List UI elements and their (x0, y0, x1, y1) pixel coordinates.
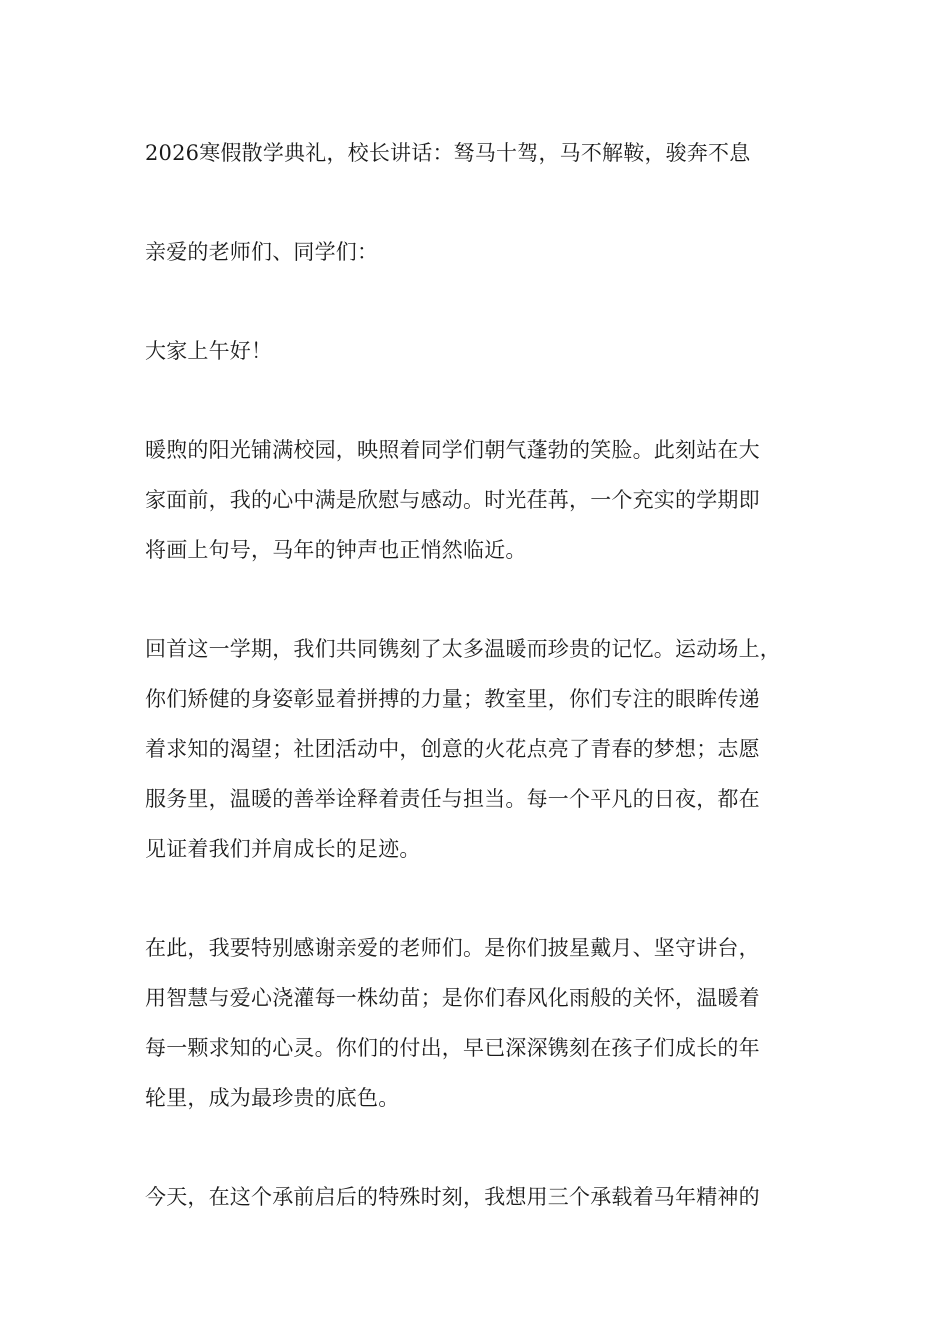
paragraph-1 (145, 425, 825, 575)
paragraph-line: 轮里，成为最珍贵的底色。 (145, 1086, 400, 1110)
paragraph-line: 在此，我要特别感谢亲爱的老师们。是你们披星戴月、坚守讲台， (145, 936, 760, 960)
paragraph-line: 每一颗求知的心灵。你们的付出，早已深深镌刻在孩子们成长的年 (145, 1036, 760, 1060)
paragraph-line: 家面前，我的心中满是欣慰与感动。时光荏苒，一个充实的学期即 (145, 488, 760, 512)
paragraph-line: 回首这一学期，我们共同镌刻了太多温暖而珍贵的记忆。运动场上， (145, 637, 781, 661)
paragraph-3 (145, 923, 825, 1123)
paragraph-line: 服务里，温暖的善举诠释着责任与担当。每一个平凡的日夜，都在 (145, 787, 760, 811)
paragraph-2 (145, 624, 825, 874)
paragraph-line: 将画上句号，马年的钟声也正悄然临近。 (145, 538, 527, 562)
greeting: 大家上午好！ (145, 339, 273, 363)
paragraph-line: 暖煦的阳光铺满校园，映照着同学们朝气蓬勃的笑脸。此刻站在大 (145, 438, 760, 462)
paragraph-line: 用智慧与爱心浇灌每一株幼苗；是你们春风化雨般的关怀，温暖着 (145, 986, 760, 1010)
paragraph-line: 见证着我们并肩成长的足迹。 (145, 837, 421, 861)
salutation: 亲爱的老师们、同学们： (145, 240, 379, 264)
paragraph-line: 你们矫健的身姿彰显着拼搏的力量；教室里，你们专注的眼眸传递 (145, 687, 760, 711)
document-title: 2026寒假散学典礼，校长讲话：驽马十驾，马不解鞍，骏奔不息 (145, 141, 751, 165)
paragraph-4 (145, 1172, 825, 1222)
paragraph-line: 着求知的渴望；社团活动中，创意的火花点亮了青春的梦想；志愿 (145, 737, 760, 761)
paragraph-line: 今天，在这个承前启后的特殊时刻，我想用三个承载着马年精神的 (145, 1185, 760, 1209)
document-page (145, 128, 825, 1271)
